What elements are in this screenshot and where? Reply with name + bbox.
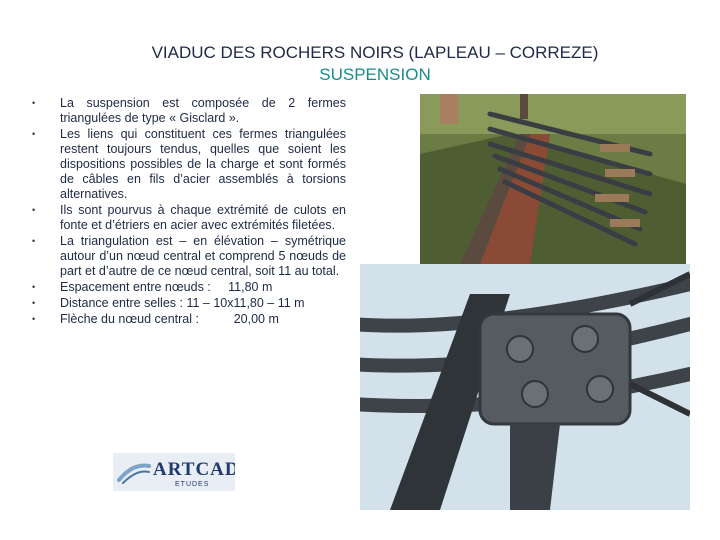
list-item	[30, 312, 346, 327]
slide-title	[0, 42, 720, 86]
bullet-icon: •	[32, 298, 36, 308]
list-item	[30, 127, 346, 202]
list-item	[30, 280, 346, 295]
title-main: VIADUC DES ROCHERS NOIRS (LAPLEAU – CORREZE)	[151, 43, 599, 62]
artcad-logo	[113, 453, 235, 491]
list-item	[30, 296, 346, 311]
suspension-node-photo	[360, 264, 690, 510]
logo-sub: ETUDES	[175, 481, 210, 488]
bullet-icon: •	[32, 236, 36, 246]
spec-text: Distance entre selles : 11 – 10x11,80 – 11 m	[60, 296, 305, 310]
bullet-icon: •	[32, 282, 36, 292]
bullet-icon: •	[32, 205, 36, 215]
list-item	[30, 234, 346, 279]
logo-name: ARTCAD	[153, 459, 235, 480]
bullet-list	[30, 96, 346, 328]
bullet-text: La suspension est composée de 2 fermes triangulées de type « Gisclard ».	[60, 96, 346, 125]
bullet-text: Ils sont pourvus à chaque extrémité de culots en fonte et d’étriers en acier avec extrémités filetées.	[60, 203, 346, 232]
spec-text: Flèche du nœud central : 20,00 m	[60, 312, 279, 326]
list-item	[30, 203, 346, 233]
bullet-icon: •	[32, 314, 36, 324]
bullet-text: Les liens qui constituent ces fermes triangulées restent toujours tendus, quelles que soient les dispositions possibles de la charge et sont formés de câbles en fils d’acier assemblés à torsions alternatives.	[60, 127, 346, 201]
spec-text: Espacement entre nœuds : 11,80 m	[60, 280, 273, 294]
bridge-deck-photo	[420, 94, 686, 264]
bullet-icon: •	[32, 98, 36, 108]
list-item	[30, 96, 346, 126]
bullet-icon: •	[32, 129, 36, 139]
title-sub: SUSPENSION	[319, 65, 431, 84]
bullet-text: La triangulation est – en élévation – symétrique autour d’un nœud central et comprend 5 nœuds de part et d’autre de ce nœud central, soit 11 au total.	[60, 234, 346, 278]
